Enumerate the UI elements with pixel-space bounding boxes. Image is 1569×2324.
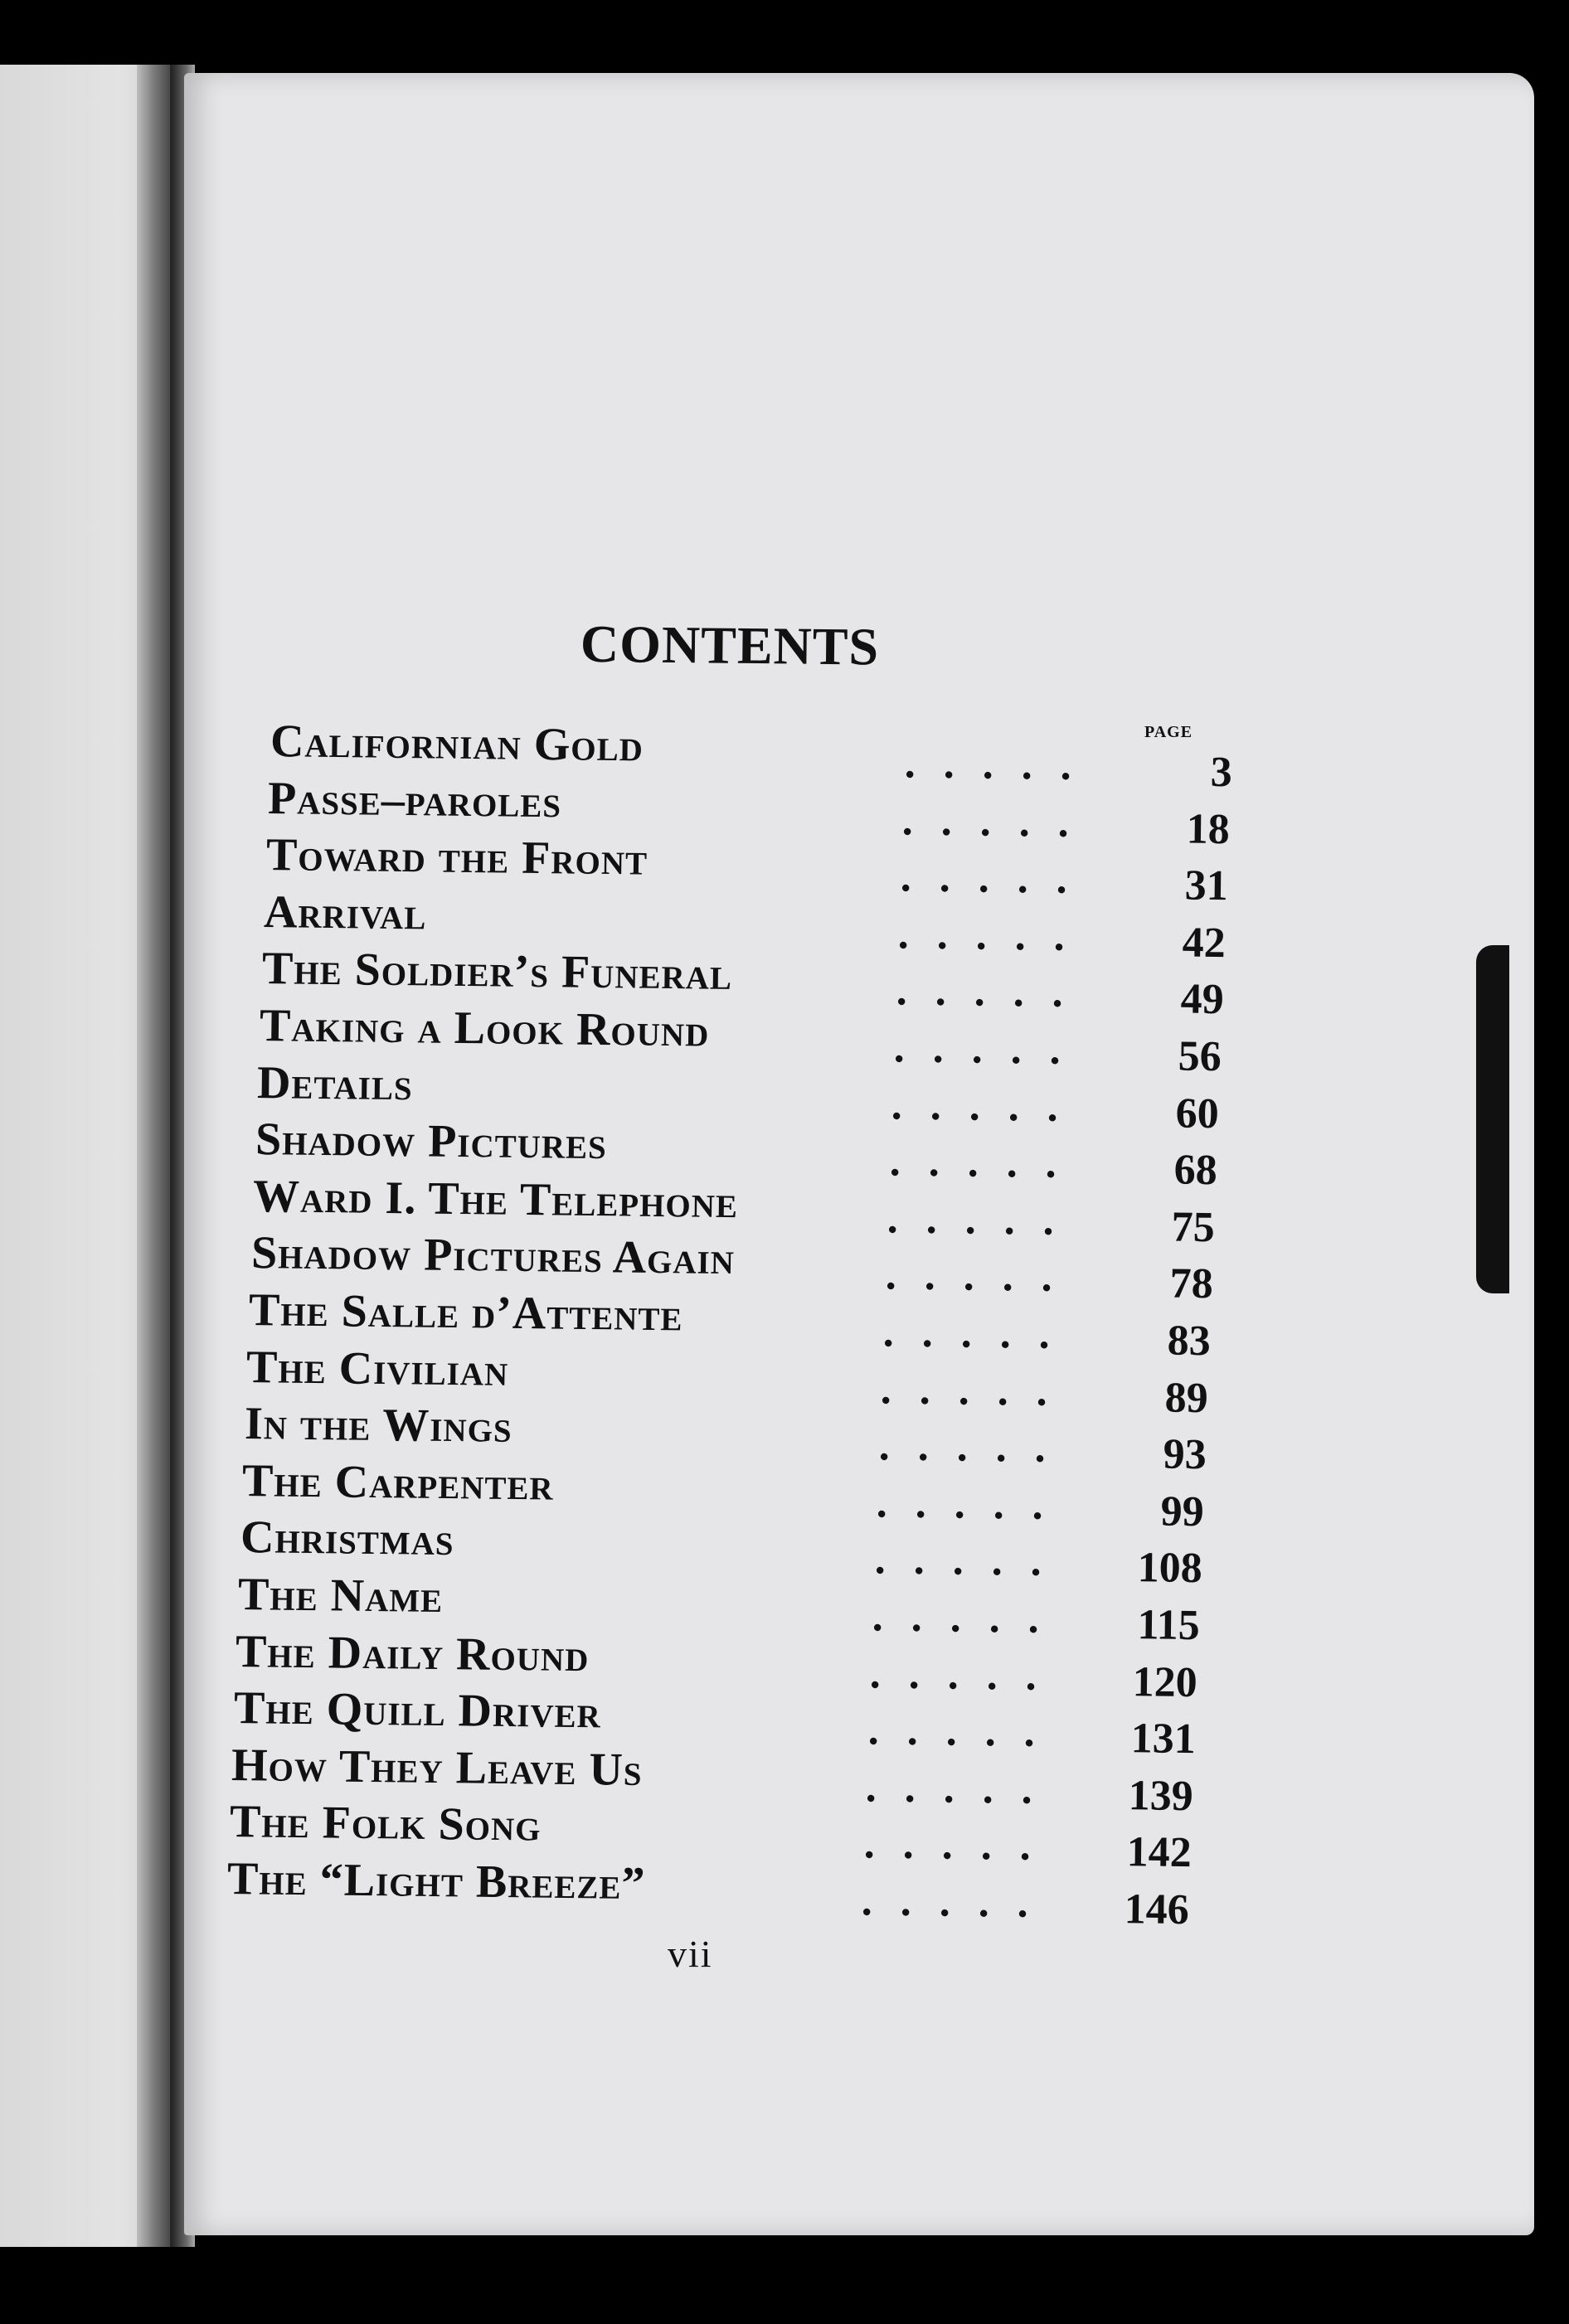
- toc-entry-title: The Salle d’Attente: [248, 1284, 683, 1342]
- toc-entry-title: Toward the Front: [265, 829, 648, 885]
- dot-leader: .....: [876, 1479, 1072, 1530]
- dot-leader: .....: [880, 1365, 1076, 1415]
- dot-leader: .....: [878, 1422, 1074, 1473]
- toc-entry-title: Shadow Pictures Again: [250, 1227, 735, 1285]
- toc-entry-page-number: 75: [1171, 1203, 1216, 1251]
- toc-entry-title: Ward I. The Telephone: [252, 1170, 739, 1228]
- toc-entry-title: Taking a Look Round: [259, 1000, 710, 1057]
- toc-entry-page-number: 78: [1168, 1259, 1213, 1308]
- toc-entry-title: The “Light Breeze”: [226, 1853, 646, 1910]
- toc-entry-title: Details: [257, 1056, 414, 1110]
- toc-entry-page-number: 68: [1173, 1146, 1217, 1195]
- toc-entry-title: Christmas: [240, 1511, 454, 1566]
- toc-entry-title: The Soldier’s Funeral: [261, 943, 732, 1001]
- toc-entry-title: Californian Gold: [270, 716, 644, 772]
- toc-entry-page-number: 139: [1128, 1772, 1194, 1820]
- toc-entry-page-number: 93: [1163, 1430, 1207, 1479]
- toc-entry-page-number: 31: [1184, 861, 1228, 910]
- toc-entry-page-number: 99: [1160, 1487, 1205, 1536]
- toc-entry-page-number: 89: [1164, 1374, 1209, 1422]
- page-folio: vii: [668, 1933, 713, 1975]
- dot-leader: .....: [861, 1877, 1057, 1928]
- toc-entry-title: Shadow Pictures: [255, 1113, 607, 1170]
- dot-leader: .....: [887, 1195, 1083, 1245]
- dot-leader: .....: [893, 1024, 1090, 1075]
- toc-entry-title: How They Leave Us: [231, 1739, 644, 1796]
- dot-leader: .....: [896, 967, 1091, 1017]
- dot-leader: .....: [872, 1593, 1068, 1643]
- toc-entry-page-number: 42: [1182, 919, 1227, 967]
- toc-entry-page-number: 56: [1178, 1032, 1222, 1081]
- toc-entry-title: The Quill Driver: [233, 1682, 601, 1739]
- page-column-label: PAGE: [1144, 723, 1193, 741]
- dot-leader: .....: [891, 1080, 1087, 1131]
- toc-entry-page-number: 49: [1179, 975, 1224, 1024]
- toc-entry-page-number: 142: [1125, 1828, 1192, 1877]
- toc-entry-page-number: 115: [1137, 1601, 1201, 1650]
- dot-leader: .....: [863, 1820, 1059, 1870]
- dot-leader: .....: [900, 853, 1095, 904]
- dot-leader: .....: [897, 910, 1094, 961]
- toc-entry-page-number: 83: [1167, 1317, 1212, 1366]
- toc-entry-title: The Daily Round: [236, 1625, 590, 1681]
- dot-leader: .....: [874, 1536, 1070, 1586]
- contents-heading: CONTENTS: [580, 614, 880, 677]
- toc-entry-page-number: 60: [1175, 1089, 1220, 1138]
- dot-leader: .....: [889, 1138, 1085, 1188]
- dot-leader: .....: [867, 1706, 1063, 1757]
- dot-leader: .....: [885, 1251, 1081, 1302]
- toc-entry-title: The Carpenter: [241, 1454, 555, 1511]
- toc-entry-page-number: 3: [1210, 748, 1233, 797]
- toc-entry-page-number: 146: [1124, 1885, 1190, 1934]
- toc-entry-title: The Folk Song: [229, 1796, 542, 1851]
- toc-entry-title: The Name: [237, 1569, 444, 1623]
- dot-leader: .....: [869, 1649, 1066, 1700]
- toc-entry-title: In the Wings: [244, 1398, 512, 1453]
- toc-entry-page-number: 120: [1132, 1657, 1198, 1706]
- dot-leader: .....: [901, 796, 1098, 847]
- toc-entry: [226, 1852, 1190, 1934]
- toc-entry-page-number: 18: [1186, 805, 1231, 853]
- toc-entry-title: The Civilian: [246, 1341, 509, 1396]
- dot-leader: .....: [865, 1764, 1061, 1814]
- toc-entry-title: Arrival: [263, 885, 427, 940]
- toc-entry-page-number: 131: [1130, 1715, 1196, 1764]
- dot-leader: .....: [882, 1308, 1079, 1359]
- toc-entry-page-number: 108: [1136, 1544, 1202, 1593]
- toc-entry-title: Passe–paroles: [268, 772, 562, 827]
- dot-leader: .....: [904, 740, 1100, 790]
